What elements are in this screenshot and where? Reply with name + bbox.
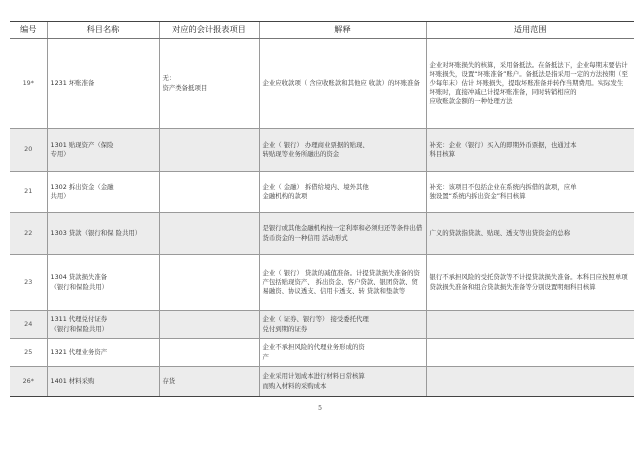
- scope: [426, 367, 634, 397]
- report-item: [159, 129, 259, 172]
- table-row: [10, 213, 634, 255]
- explanation: 企业采用计划成本进行材料日常核算 而购入材料的采购成本: [259, 367, 426, 397]
- table-header-row: [10, 22, 634, 39]
- scope: 广义的贷款指贷款、贴现、透支等出贷资金的总称: [426, 213, 634, 255]
- row-number: 25: [10, 339, 47, 367]
- table-row: [10, 367, 634, 397]
- account-name: 1311 代理兑付证券 （银行和保险共用）: [47, 311, 159, 339]
- report-item: [159, 213, 259, 255]
- scope: 银行不承担风险的受托贷款等不计提贷款损失准备。本科目应按照单项贷款损失准备和组合贷款损失准备等分别设置明细科目核算: [426, 255, 634, 311]
- scope: 企业对坏账损失的核算，采用备抵法。在备抵法下，企业每期末要估计坏账损失，设置“坏账准备”账户。备抵法是指采用一定的方法按期（至少每年末）估计 坏账损失，提取坏账准备并转作当期费用。实际发生 坏账时，直接冲减已计提坏账准备，同时转销相应的 应收账款金额的一种处理方法: [426, 39, 634, 129]
- accounts-table: [10, 21, 634, 397]
- scope: [426, 339, 634, 367]
- report-item: [159, 311, 259, 339]
- explanation: 企业不承担风险的代理业务形成的资 产: [259, 339, 426, 367]
- account-name: 1231 坏账准备: [47, 39, 159, 129]
- table-row: [10, 311, 634, 339]
- table-row: [10, 255, 634, 311]
- table-row: [10, 339, 634, 367]
- row-number: 22: [10, 213, 47, 255]
- header-explanation: 解释: [259, 22, 426, 39]
- header-number: 编号: [10, 22, 47, 39]
- explanation: 企业应收款项（ 含应收账款和其他应 收款）的坏账准备: [259, 39, 426, 129]
- row-number: 23: [10, 255, 47, 311]
- explanation: 企业（ 金融） 拆借给境内、境外其他 金融机构的款项: [259, 172, 426, 213]
- account-name: 1302 拆出资金（金融 共用）: [47, 172, 159, 213]
- explanation: 企业（ 银行） 办理商业票据的贴现、 转贴现等业务所融出的资金: [259, 129, 426, 172]
- explanation: 企业（ 银行） 贷款的减值准备。计提贷款损失准备的资产包括贴现资产、 拆出资金、客户贷款、银团贷款、贸易融资、协议透支、信用卡透支、转 贷款和垫款等: [259, 255, 426, 311]
- page-number: 5: [318, 405, 322, 412]
- report-item: 存货: [159, 367, 259, 397]
- scope: 补充：企业（银行）买入的即期外币票据，也通过本 科目核算: [426, 129, 634, 172]
- explanation: 企业（ 证券、银行等） 接受委托代理 兑付到期的证券: [259, 311, 426, 339]
- header-report-item: 对应的会计报表项目: [159, 22, 259, 39]
- row-number: 20: [10, 129, 47, 172]
- row-number: 24: [10, 311, 47, 339]
- account-name: 1301 贴现资产（保险 专用）: [47, 129, 159, 172]
- row-number: 26*: [10, 367, 47, 397]
- report-item: [159, 255, 259, 311]
- account-name: 1401 材料采购: [47, 367, 159, 397]
- table-row: [10, 172, 634, 213]
- account-name: 1304 贷款损失准备 （银行和保险共用）: [47, 255, 159, 311]
- account-name: 1321 代理业务资产: [47, 339, 159, 367]
- table-row: [10, 129, 634, 172]
- report-item: [159, 172, 259, 213]
- row-number: 19*: [10, 39, 47, 129]
- header-account-name: 科目名称: [47, 22, 159, 39]
- header-scope: 适用范围: [426, 22, 634, 39]
- report-item: [159, 339, 259, 367]
- scope: [426, 311, 634, 339]
- row-number: 21: [10, 172, 47, 213]
- report-item: 无： 资产类备抵项目: [159, 39, 259, 129]
- scope: 补充：该项目不包括企业在系统内拆借的款项，应单 独设置“系统内拆出资金”科目核算: [426, 172, 634, 213]
- explanation: 是银行或其他金融机构按一定利率和必须归还等条件出借货币资金的一种信用 活动形式: [259, 213, 426, 255]
- table-row: [10, 39, 634, 129]
- account-name: 1303 贷款（银行和保 险共用）: [47, 213, 159, 255]
